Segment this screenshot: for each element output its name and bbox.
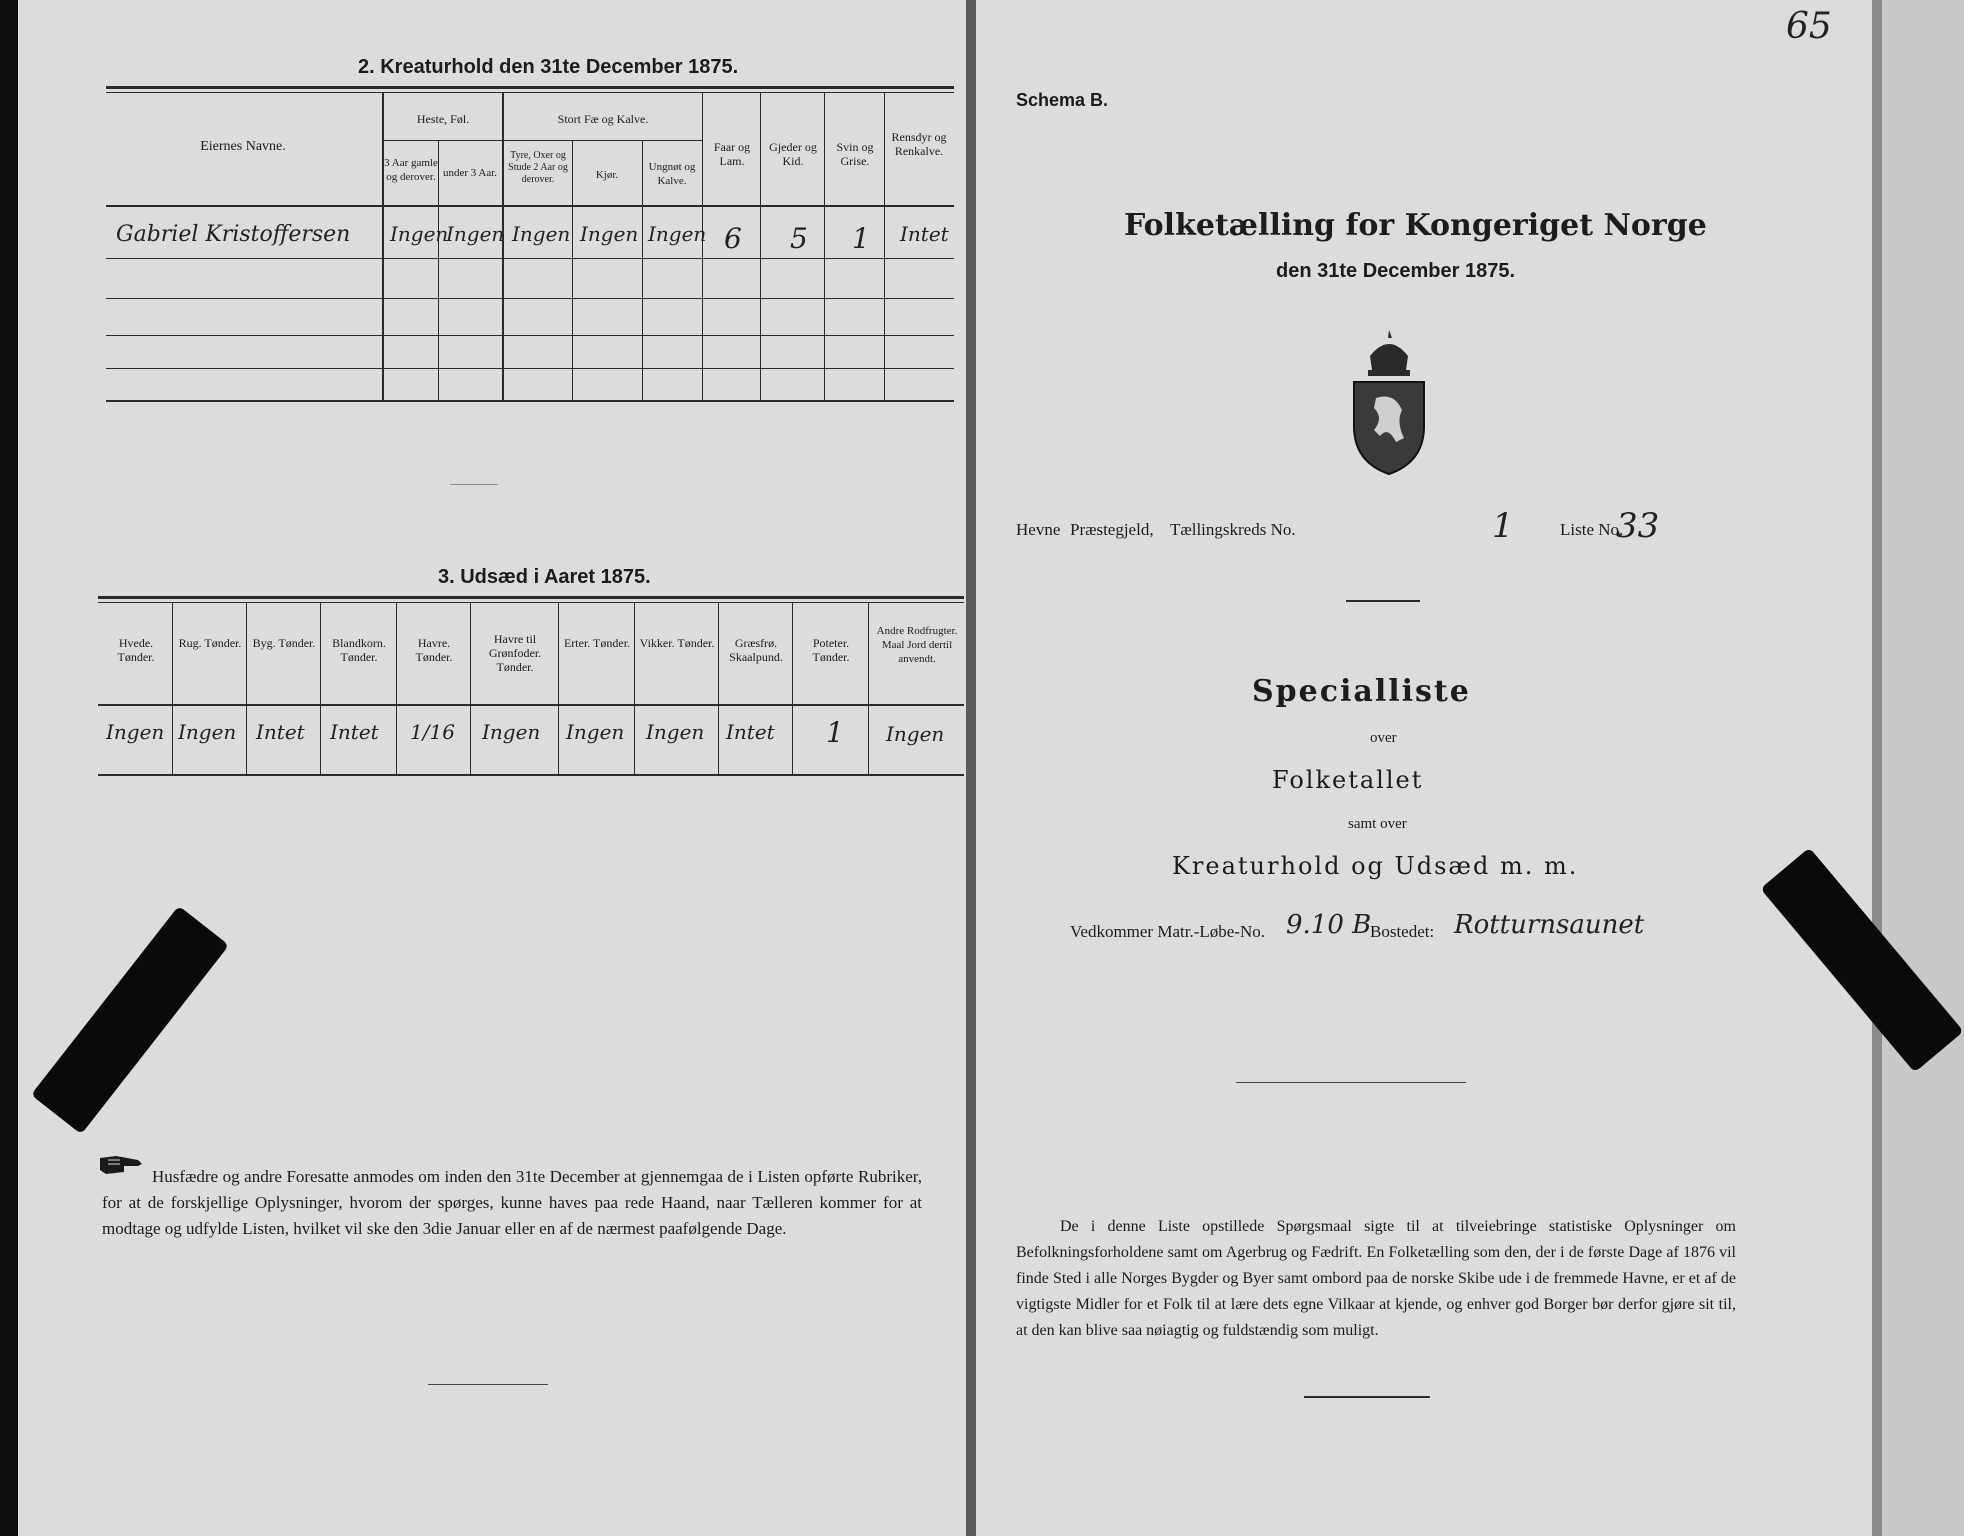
table3-col-rule bbox=[718, 602, 719, 774]
header-rug: Rug. Tønder. bbox=[178, 636, 242, 650]
header-cattle-young: Ungnøt og Kalve. bbox=[648, 161, 696, 187]
value-andre-rodfrugter: Ingen bbox=[886, 722, 945, 746]
header-andre-rodfrugter: Andre Rodfrugter. Maal Jord dertil anvendt. bbox=[876, 625, 958, 665]
value-cattle-cows: Ingen bbox=[580, 222, 639, 246]
table2-row-rule bbox=[106, 335, 954, 336]
list-value: 33 bbox=[1616, 506, 1660, 546]
census-date: den 31te December 1875. bbox=[1276, 260, 1516, 282]
table3-col-rule bbox=[246, 602, 247, 774]
table2-col-rule bbox=[824, 92, 825, 402]
table3-col-rule bbox=[470, 602, 471, 774]
dotted-separator bbox=[1236, 1082, 1466, 1083]
separator-dash bbox=[450, 484, 498, 485]
header-owner: Eiernes Navne. bbox=[200, 139, 286, 154]
value-hvede: Ingen bbox=[106, 720, 165, 744]
table2-row-rule bbox=[106, 298, 954, 299]
page-number: 65 bbox=[1786, 6, 1832, 47]
district-label: Tællingskreds No. bbox=[1170, 520, 1296, 539]
coat-of-arms-icon bbox=[1344, 326, 1434, 476]
value-graesfro: Intet bbox=[726, 720, 775, 744]
header-goats: Gjeder og Kid. bbox=[769, 140, 817, 168]
main-title: Folketælling for Kongeriget Norge bbox=[1124, 208, 1707, 243]
table3-col-rule bbox=[792, 602, 793, 774]
table2-col-rule bbox=[502, 92, 504, 402]
header-horses-old: 3 Aar gamle og derover. bbox=[384, 157, 438, 183]
table2-top-rule-thin bbox=[106, 92, 954, 93]
schema-label: Schema B. bbox=[1016, 90, 1109, 110]
parish-label: Præstegjeld, bbox=[1070, 520, 1154, 539]
section3-title: 3. Udsæd i Aaret 1875. bbox=[438, 566, 651, 588]
scan-edge-left bbox=[0, 0, 18, 1536]
value-cattle-oxen: Ingen bbox=[512, 222, 571, 246]
value-reindeer: Intet bbox=[900, 222, 949, 246]
header-havre: Havre. Tønder. bbox=[415, 636, 453, 664]
header-blandkorn: Blandkorn. Tønder. bbox=[332, 636, 386, 664]
list-label: Liste No. bbox=[1560, 520, 1624, 539]
header-sheep: Faar og Lam. bbox=[713, 140, 751, 168]
district-value: 1 bbox=[1492, 506, 1514, 546]
header-cattle-oxen: Tyre, Oxer og Stude 2 Aar og derover. bbox=[508, 150, 568, 185]
table2-row-rule bbox=[106, 368, 954, 369]
header-cattle-group: Stort Fæ og Kalve. bbox=[557, 112, 649, 126]
table3-col-rule bbox=[396, 602, 397, 774]
table3-col-rule bbox=[172, 602, 173, 774]
value-sheep: 6 bbox=[724, 222, 742, 255]
value-blandkorn: Intet bbox=[330, 720, 379, 744]
left-page bbox=[18, 0, 966, 1536]
header-reindeer: Rensdyr og Renkalve. bbox=[891, 130, 947, 158]
bosted-value: Rotturnsaunet bbox=[1454, 910, 1645, 940]
samt-over-text: samt over bbox=[1348, 816, 1407, 832]
value-rug: Ingen bbox=[178, 720, 237, 744]
bottom-dash bbox=[428, 1384, 548, 1385]
table3-col-rule bbox=[868, 602, 869, 774]
bookmark-strip-left bbox=[31, 906, 229, 1135]
folketallet-heading: Folketallet bbox=[1272, 766, 1424, 794]
value-byg: Intet bbox=[256, 720, 305, 744]
table3-top-rule-thin bbox=[98, 602, 964, 603]
header-pigs: Svin og Grise. bbox=[836, 140, 874, 168]
value-pigs: 1 bbox=[852, 222, 870, 255]
value-goats: 5 bbox=[790, 222, 808, 255]
header-graesfro: Græsfrø. Skaalpund. bbox=[729, 636, 783, 664]
value-havre-gronfoder: Ingen bbox=[482, 720, 541, 744]
over-text: over bbox=[1370, 730, 1397, 746]
table3-col-rule bbox=[320, 602, 321, 774]
book-gutter bbox=[966, 0, 976, 1536]
notice-text: Husfædre og andre Foresatte anmodes om inden den 31te December at gjennemgaa de i Listen opførte Rubriker, for at de forskjellige Oplysninger, hvorom der spørges, kunne haves paa rede Haand, naar Tælleren kommer for at modtage og udfylde Listen, hvilket vil ske den 3die Januar eller en af de nærmest paafølgende Dage. bbox=[102, 1167, 922, 1238]
header-vikker: Vikker. Tønder. bbox=[639, 636, 715, 650]
header-byg: Byg. Tønder. bbox=[252, 636, 316, 650]
value-cattle-young: Ingen bbox=[648, 222, 707, 246]
scan-edge-right bbox=[1872, 0, 1964, 1536]
owner-name: Gabriel Kristoffersen bbox=[116, 222, 351, 247]
table3-top-rule bbox=[98, 596, 964, 599]
bosted-label: Bostedet: bbox=[1370, 922, 1435, 941]
header-erter: Erter. Tønder. bbox=[563, 636, 631, 650]
value-erter: Ingen bbox=[566, 720, 625, 744]
table3-header-rule bbox=[98, 704, 964, 706]
table2-subheader-rule bbox=[384, 140, 502, 141]
table3-bottom-rule bbox=[98, 774, 964, 776]
footer-text: De i denne Liste opstillede Spørgsmaal sigte til at tilveiebringe statistiske Oplysninger om Befolkningsforholdene samt om Agerbrug og Fædrift. En Folketælling som den, der i de første Dage af 1876 vil finde Sted i alle Norges Bygder og Byer samt ombord paa de norske Skibe ude i de fremmede Havne, er et af de vigtigste Midler for et Folk til at lære dets egne Vilkaar at kjende, og enhver god Borger bør derfor gjøre sit til, at den kan blive saa nøiagtig og fuldstændig som muligt. bbox=[1016, 1218, 1736, 1339]
table3-col-rule bbox=[558, 602, 559, 774]
header-havre-gronfoder: Havre til Grønfoder. Tønder. bbox=[488, 632, 542, 674]
table2-col-rule bbox=[382, 92, 384, 402]
value-horses-young: Ingen bbox=[446, 222, 505, 246]
table3-col-rule bbox=[634, 602, 635, 774]
table2-col-rule bbox=[884, 92, 885, 402]
right-page bbox=[976, 0, 1872, 1536]
table2-col-rule bbox=[760, 92, 761, 402]
table2-subheader-rule bbox=[504, 140, 702, 141]
parish-value: Hevne bbox=[1016, 520, 1061, 539]
separator-line bbox=[1346, 600, 1420, 602]
value-horses-old: Ingen bbox=[390, 222, 449, 246]
header-horses-group: Heste, Føl. bbox=[416, 112, 470, 126]
matr-value: 9.10 B bbox=[1286, 910, 1372, 940]
header-poteter: Poteter. Tønder. bbox=[812, 636, 850, 664]
table2-col-rule bbox=[702, 92, 703, 402]
value-havre: 1/16 bbox=[410, 720, 455, 744]
matr-label: Vedkommer Matr.-Løbe-No. bbox=[1070, 922, 1265, 941]
specialliste-heading: Specialliste bbox=[1252, 674, 1471, 709]
header-horses-young: under 3 Aar. bbox=[442, 167, 498, 179]
kreaturhold-heading: Kreaturhold og Udsæd m. m. bbox=[1172, 852, 1579, 880]
section2-title: 2. Kreaturhold den 31te December 1875. bbox=[358, 56, 739, 78]
bottom-rule bbox=[1304, 1396, 1430, 1398]
table2-top-rule bbox=[106, 86, 954, 89]
header-hvede: Hvede. Tønder. bbox=[117, 636, 155, 664]
header-cattle-cows: Kjør. bbox=[595, 169, 619, 181]
table2-header-rule bbox=[106, 205, 954, 207]
value-vikker: Ingen bbox=[646, 720, 705, 744]
table2-bottom-rule bbox=[106, 400, 954, 402]
table2-row-rule bbox=[106, 258, 954, 259]
value-poteter: 1 bbox=[826, 716, 844, 749]
